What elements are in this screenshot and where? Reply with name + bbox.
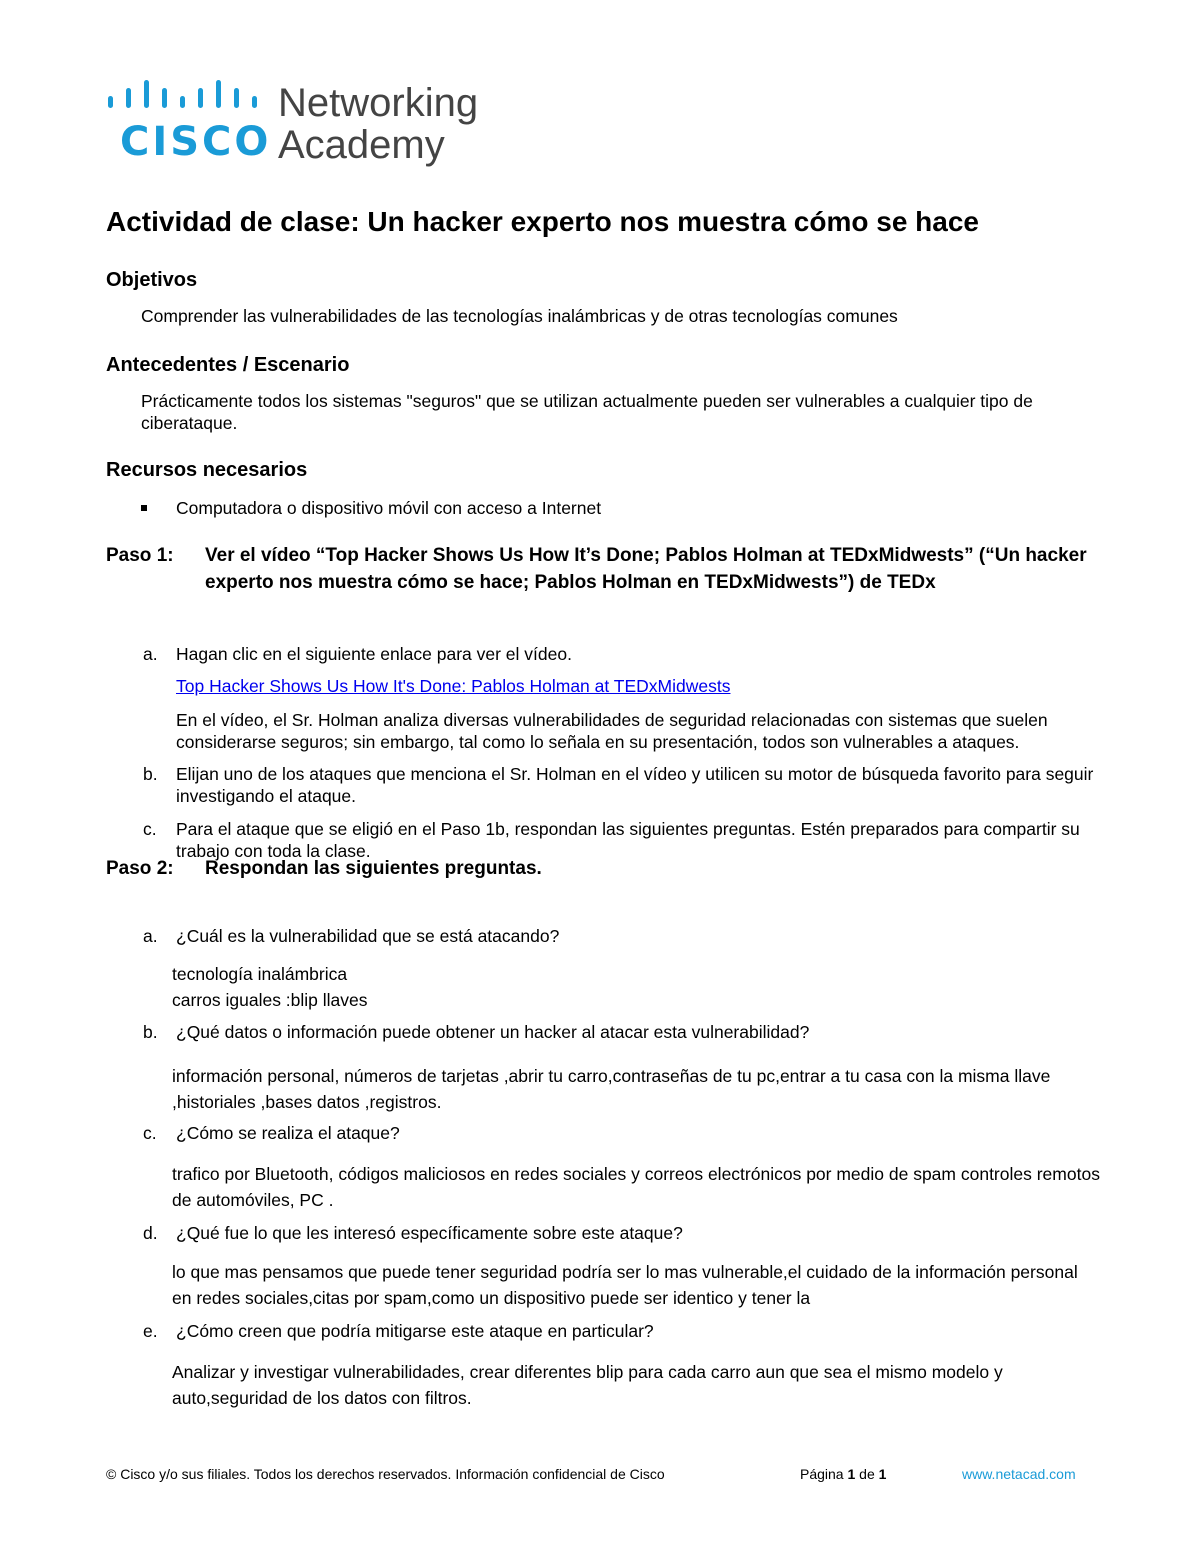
cisco-wordmark: CISCO: [120, 119, 272, 165]
answer-e: Analizar y investigar vulnerabilidades, crear diferentes blip para cada carro aun que sea el mismo modelo y auto,seguridad de los datos con filtros.: [172, 1362, 1003, 1408]
bullet-icon: [141, 505, 147, 511]
page-current: 1: [847, 1466, 856, 1482]
cisco-bars-icon: [106, 80, 266, 120]
question-c: ¿Cómo se realiza el ataque?: [176, 1123, 400, 1143]
answer-b: información personal, números de tarjetas ,abrir tu carro,contraseñas de tu pc,entrar a tu casa con la misma llave ,historiales ,bases datos ,registros.: [172, 1066, 1051, 1112]
step1-label: Paso 1:: [106, 545, 174, 566]
page-total: 1: [878, 1466, 887, 1482]
answer-a-line1: tecnología inalámbrica: [172, 964, 348, 984]
product-name: [278, 82, 478, 166]
product-name-line1: Networking: [278, 81, 479, 125]
step1-item-b: Elijan uno de los ataques que menciona el Sr. Holman en el vídeo y utilicen su motor de búsqueda favorito para seguir investigando el ataque.: [176, 764, 1094, 806]
background-heading: Antecedentes / Escenario: [106, 354, 350, 376]
answer-c: trafico por Bluetooth, códigos maliciosos en redes sociales y correos electrónicos por medio de spam controles remotos de automóviles, PC .: [172, 1164, 1100, 1210]
question-marker-d: d.: [143, 1223, 158, 1243]
page-prefix: Página: [800, 1466, 844, 1482]
video-link[interactable]: Top Hacker Shows Us How It's Done: Pablos Holman at TEDxMidwests: [176, 676, 731, 696]
question-e: ¿Cómo creen que podría mitigarse este ataque en particular?: [176, 1321, 654, 1341]
step1-marker-c: c.: [143, 819, 157, 839]
document-title: Actividad de clase: Un hacker experto nos muestra cómo se hace: [106, 206, 980, 237]
resources-heading: Recursos necesarios: [106, 459, 308, 481]
step1-marker-a: a.: [143, 644, 158, 664]
step2-title: Respondan las siguientes preguntas.: [205, 858, 542, 879]
background-text: Prácticamente todos los sistemas "seguros" que se utilizan actualmente pueden ser vulnerables a cualquier tipo de ciberataque.: [141, 391, 1033, 433]
step1-title: Ver el vídeo “Top Hacker Shows Us How It’s Done; Pablos Holman at TEDxMidwests” (“Un hacker experto nos muestra cómo se hace; Pablos Holman en TEDxMidwests”) de TEDx: [205, 545, 1087, 593]
cisco-networking-academy-logo: [106, 80, 526, 170]
video-link-row: [176, 675, 1096, 697]
step1-item-c: Para el ataque que se eligió en el Paso 1b, respondan las siguientes preguntas. Estén preparados para compartir su trabajo con toda la clase.: [176, 819, 1080, 861]
question-b: ¿Qué datos o información puede obtener un hacker al atacar esta vulnerabilidad?: [176, 1022, 810, 1042]
question-d: ¿Qué fue lo que les interesó específicamente sobre este ataque?: [176, 1223, 683, 1243]
step1-item-a: Hagan clic en el siguiente enlace para ver el vídeo.: [176, 644, 572, 664]
question-a: ¿Cuál es la vulnerabilidad que se está atacando?: [176, 926, 560, 946]
answer-d: lo que mas pensamos que puede tener seguridad podría ser lo mas vulnerable,el cuidado de la información personal en redes sociales,citas por spam,como un dispositivo puede ser identico y tener la: [172, 1262, 1078, 1308]
question-marker-e: e.: [143, 1321, 158, 1341]
footer-url[interactable]: www.netacad.com: [962, 1466, 1076, 1482]
question-marker-c: c.: [143, 1123, 157, 1143]
question-marker-a: a.: [143, 926, 158, 946]
step2-label: Paso 2:: [106, 858, 174, 879]
answer-a-line2: carros iguales :blip llaves: [172, 990, 368, 1010]
step1-item-a-note: En el vídeo, el Sr. Holman analiza diversas vulnerabilidades de seguridad relacionadas con sistemas que suelen considerarse seguros; sin embargo, tal como lo señala en su presentación, todos son vulnerables a ataques.: [176, 710, 1048, 752]
objectives-text: Comprender las vulnerabilidades de las tecnologías inalámbricas y de otras tecnologías comunes: [141, 306, 898, 326]
resource-item: Computadora o dispositivo móvil con acceso a Internet: [176, 498, 602, 518]
product-name-line2: Academy: [278, 123, 445, 167]
step1-marker-b: b.: [143, 764, 158, 784]
page-of: de: [859, 1466, 875, 1482]
objectives-heading: Objetivos: [106, 269, 198, 291]
answer-a: [172, 961, 1102, 1013]
footer-page-number: [800, 1465, 886, 1483]
question-marker-b: b.: [143, 1022, 158, 1042]
footer-copyright: © Cisco y/o sus filiales. Todos los derechos reservados. Información confidencial de Cisco: [106, 1466, 665, 1482]
